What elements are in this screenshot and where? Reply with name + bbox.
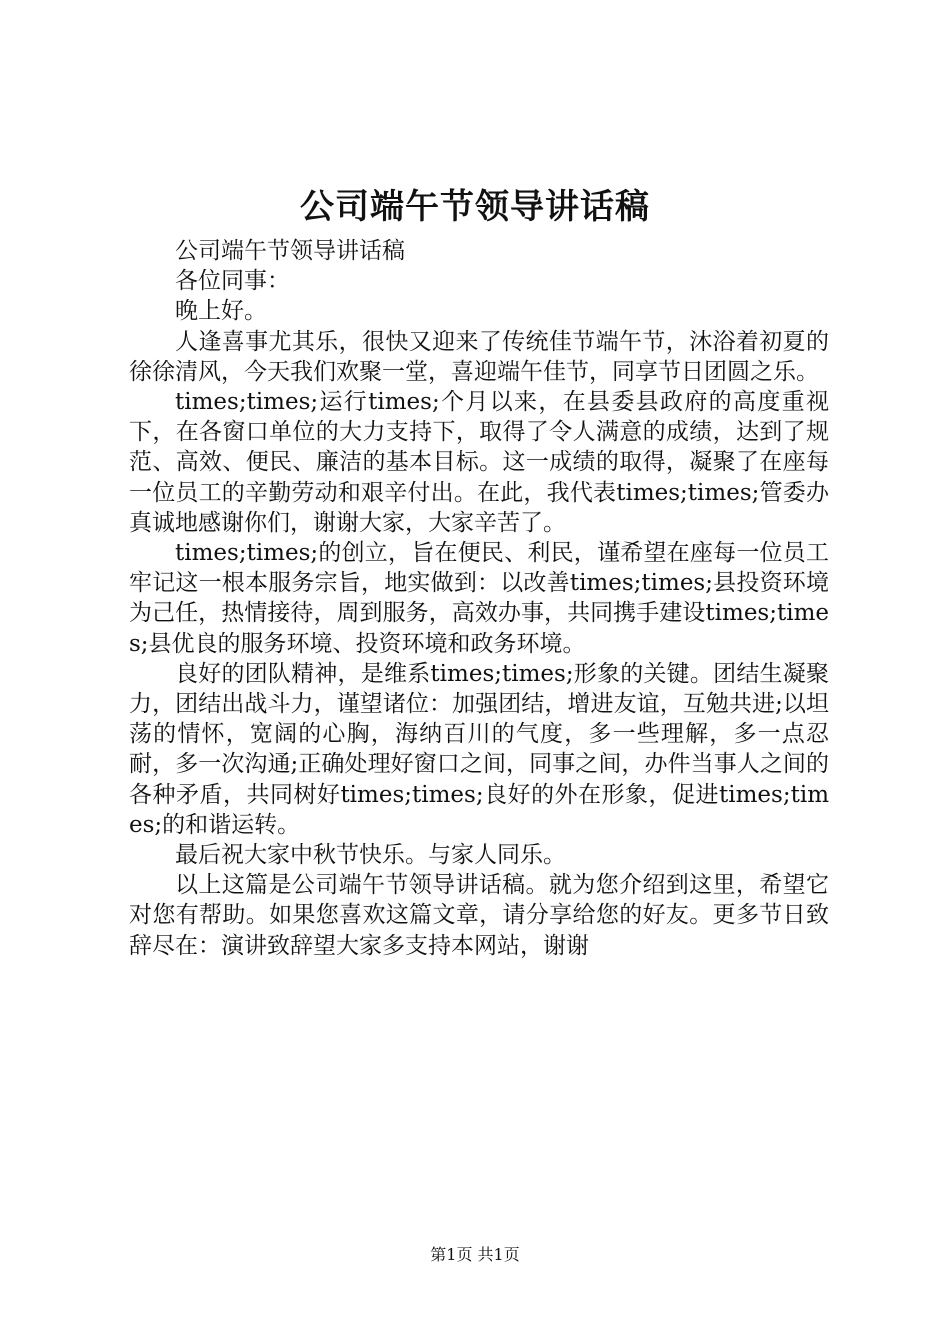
document-body — [129, 236, 829, 961]
paragraph-body-2: times;times;运行times;个月以来，在县委县政府的高度重视下，在各窗口单位的大力支持下，取得了令人满意的成绩，达到了规范、高效、便民、廉洁的基本目标。这一成绩的取得，凝聚了在座每一位员工的辛勤劳动和艰辛付出。在此，我代表times;times;管委办真诚地感谢你们，谢谢大家，大家辛苦了。 — [129, 389, 829, 536]
paragraph-epilogue: 以上这篇是公司端午节领导讲话稿。就为您介绍到这里，希望它对您有帮助。如果您喜欢这篇文章，请分享给您的好友。更多节日致辞尽在：演讲致辞望大家多支持本网站，谢谢 — [129, 872, 829, 959]
paragraph-closing: 最后祝大家中秋节快乐。与家人同乐。 — [175, 842, 566, 869]
document-title: 公司端午节领导讲话稿 — [300, 187, 650, 227]
paragraph-greeting: 晚上好。 — [175, 298, 267, 325]
paragraph-body-1: 人逢喜事尤其乐，很快又迎来了传统佳节端午节，沐浴着初夏的徐徐清风，今天我们欢聚一堂，喜迎端午佳节，同享节日团圆之乐。 — [129, 328, 829, 385]
paragraph-body-4: 良好的团队精神，是维系times;times;形象的关键。团结生凝聚力，团结出战斗力，谨望诸位：加强团结，增进友谊，互勉共进;以坦荡的情怀，宽阔的心胸，海纳百川的气度，多一些理解，多一点忍耐，多一次沟通;正确处理好窗口之间，同事之间，办件当事人之间的各种矛盾，共同树好times;times;良好的外在形象，促进times;times;的和谐运转。 — [129, 660, 829, 838]
paragraph-subtitle: 公司端午节领导讲话稿 — [175, 238, 405, 264]
page-footer: 第1页 共1页 — [430, 1245, 520, 1264]
paragraph-salutation: 各位同事： — [175, 268, 290, 295]
paragraph-body-3: times;times;的创立，旨在便民、利民，谨希望在座每一位员工牢记这一根本服务宗旨，地实做到：以改善times;times;县投资环境为己任，热情接待，周到服务，高效办事，共同携手建设times;times;县优良的服务环境、投资环境和政务环境。 — [129, 540, 829, 657]
